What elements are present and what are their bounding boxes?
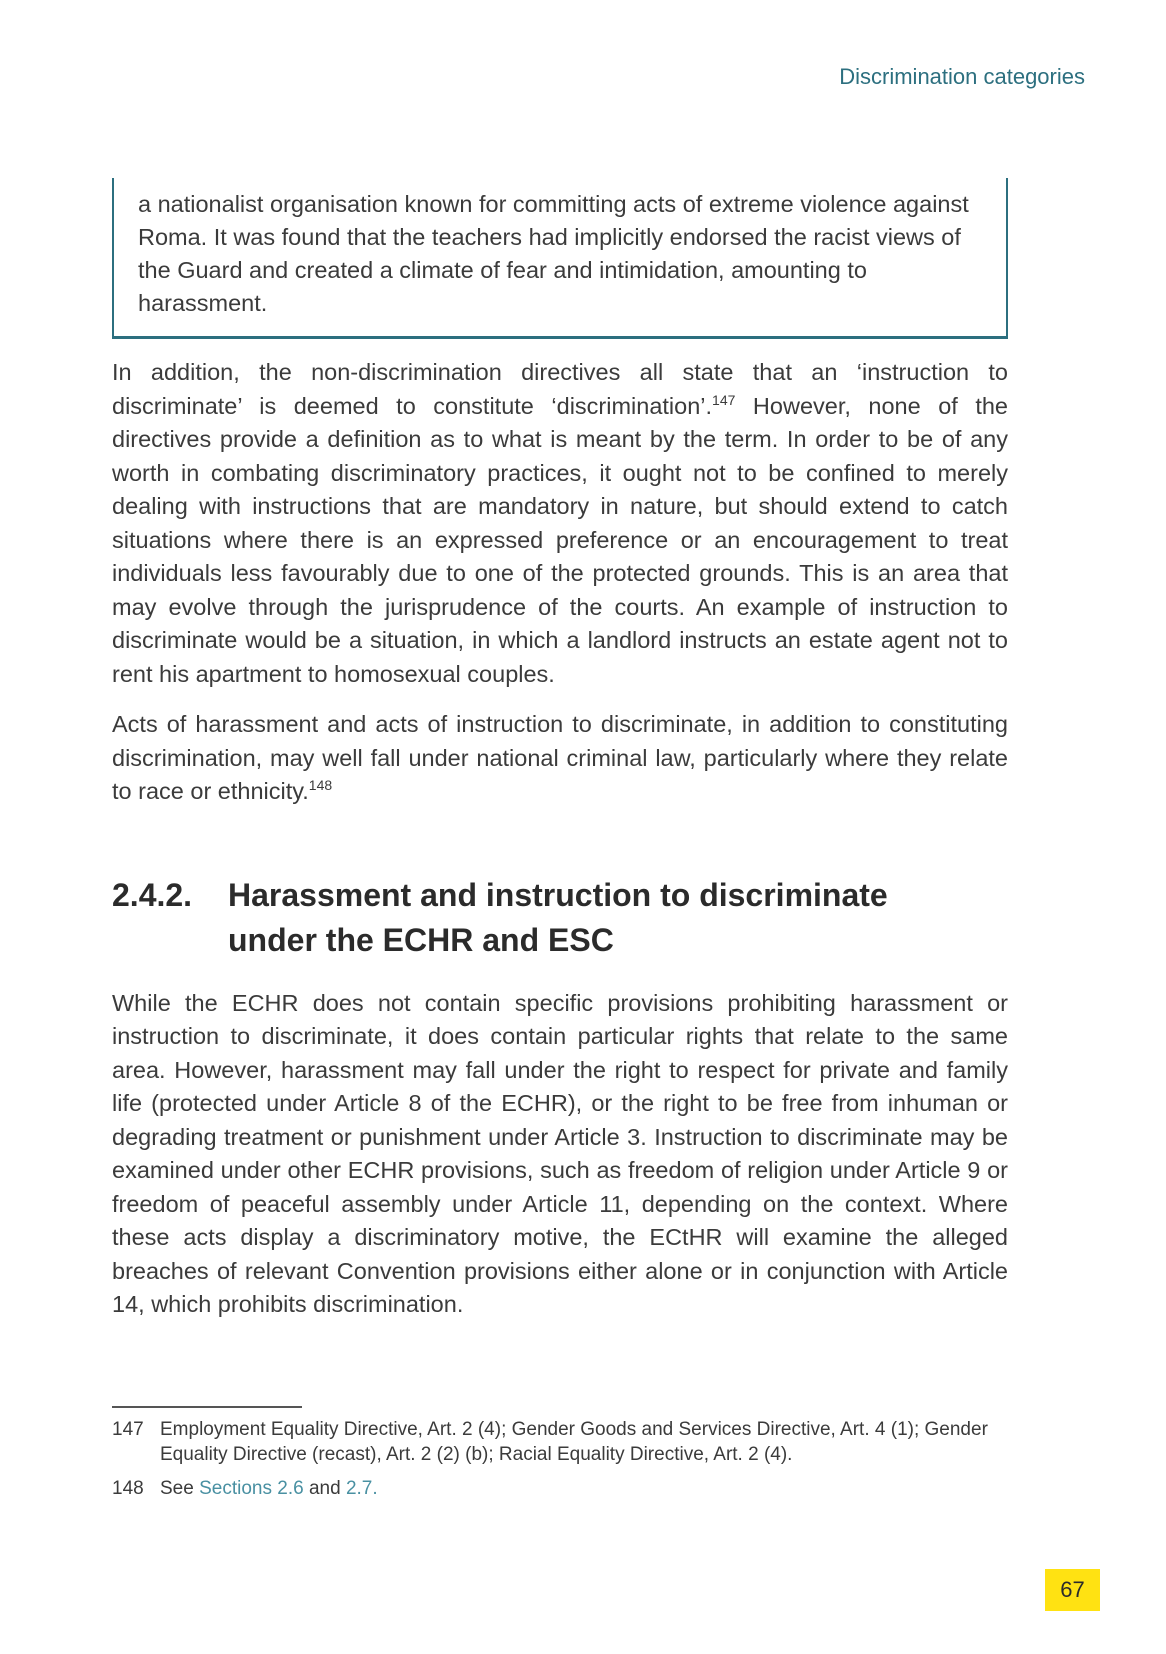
footnote-147 (112, 1417, 1008, 1467)
footnotes-section (112, 1406, 1008, 1510)
paragraph-criminal-law (112, 708, 1008, 809)
footnote-reference-148: 148 (308, 777, 333, 794)
footnote-reference-147: 147 (712, 391, 736, 408)
link-section-2-7[interactable]: 2.7 (345, 1478, 373, 1499)
paragraph-echr-esc: While the ECHR does not contain specific provisions prohibiting harassment or instruction to discriminate, it does contain particular rights that relate to the same area. However, harassment may fall under the right to respect for private and family life (protected under Article 8 of the ECHR), or the right to be free from inhuman or degrading treatment or punishment under Article 3. Instruction to discriminate may be examined under other ECHR provisions, such as freedom of religion under Article 9 or freedom of peaceful assembly under Article 11, depending on the context. Where these acts display a discriminatory motive, the ECtHR will examine the alleged breaches of relevant Convention provisions either alone or in conjunction with Article 14, which prohibits discrimination. (112, 989, 1008, 1317)
main-content (112, 356, 1008, 1339)
page-number: 67 (1060, 1577, 1085, 1602)
paragraph-text: However, none of the directives provide a definition as to what is meant by the term. In order to be of any worth in combating discriminatory practices, it ought not to be confined to merely dealing with instructions that are mandatory in nature, but should extend to catch situations where there is an expressed preference or an encouragement to treat individuals less favourably due to one of the protected grounds. This is an area that may evolve through the jurisprudence of the courts. An example of instruction to discriminate would be a situation, in which a landlord instructs an estate agent not to rent his apartment to homosexual couples. (112, 392, 1008, 687)
paragraph-text: Acts of harassment and acts of instruction to discriminate, in addition to constituting discrimination, may well fall under national criminal law, particularly where they relate to race or ethnicity. (112, 711, 1008, 804)
section-title: Harassment and instruction to discriminate under the ECHR and ESC (228, 876, 888, 958)
page-number-badge (1045, 1569, 1100, 1611)
paragraph-instruction-to-discriminate (112, 356, 1008, 691)
footnote-number: 147 (112, 1419, 144, 1440)
section-number: 2.4.2. (112, 876, 193, 913)
footnote-divider (112, 1406, 302, 1408)
footnote-148 (112, 1476, 1008, 1501)
footnote-number: 148 (112, 1478, 144, 1499)
case-example-text: a nationalist organisation known for committing acts of extreme violence against Roma. It was found that the teachers had implicitly endorsed the racist views of the Guard and created a climate of fear and intimidation, amounting to harassment. (138, 191, 969, 316)
footnote-text: Employment Equality Directive, Art. 2 (4); Gender Goods and Services Directive, Art. 4 (1); Gender Equality Directive (recast), Art. 2 (2) (b); Racial Equality Directive, Art. 2 (4). (160, 1419, 988, 1465)
paragraph-text: In addition, the non-discrimination directives all state that an ‘instruction to discriminate’ is deemed to constitute ‘discrimination’. (112, 359, 1008, 419)
link-section-2-7-period: . (372, 1478, 378, 1499)
link-section-2-6[interactable]: Sections 2.6 (199, 1478, 304, 1499)
case-example-box (112, 178, 1008, 339)
section-heading-2-4-2 (112, 873, 1008, 963)
footnote-text: See Sections 2.6 and 2.7. (160, 1478, 378, 1499)
running-header: Discrimination categories (839, 64, 1085, 89)
